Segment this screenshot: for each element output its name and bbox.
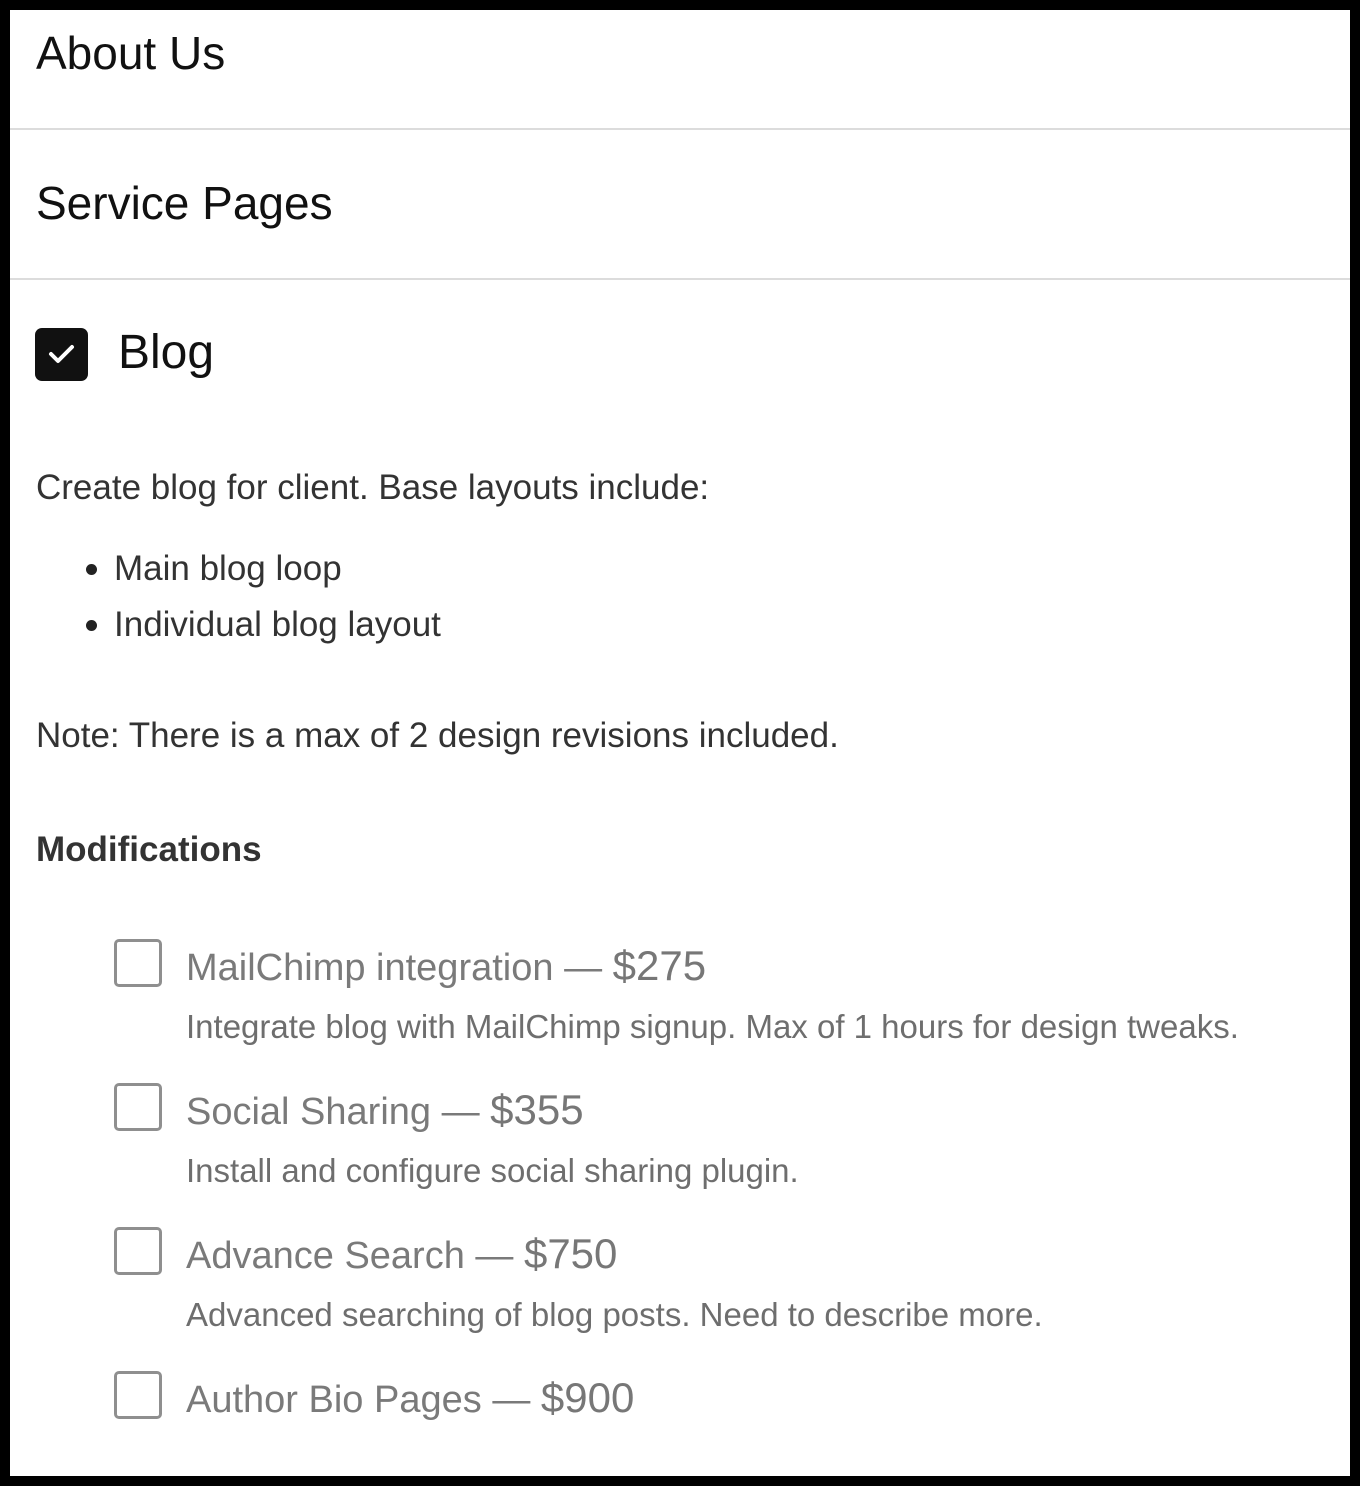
option-separator: — <box>564 947 603 989</box>
service-options-panel <box>10 10 1350 1476</box>
option-price: $355 <box>490 1086 584 1133</box>
blog-title: Blog <box>118 326 215 379</box>
option-price: $750 <box>523 1230 618 1277</box>
option-price: $275 <box>612 942 707 989</box>
option-label[interactable] <box>186 942 706 990</box>
section-service-pages[interactable] <box>10 130 1350 280</box>
option-description: Advanced searching of blog posts. Need to describe more. <box>186 1296 1043 1333</box>
section-title: About Us <box>36 27 226 79</box>
option-label[interactable] <box>186 1230 617 1278</box>
blog-checkbox[interactable] <box>35 328 88 381</box>
option-checkbox[interactable] <box>114 1227 162 1275</box>
modifications-heading: Modifications <box>36 830 262 869</box>
option-checkbox[interactable] <box>114 1083 162 1131</box>
option-checkbox[interactable] <box>114 1371 162 1419</box>
check-icon <box>48 343 75 365</box>
list-item: Main blog loop <box>114 549 342 588</box>
option-price: $900 <box>540 1374 635 1421</box>
option-separator: — <box>492 1379 531 1421</box>
option-description: Install and configure social sharing plugin. <box>186 1152 799 1189</box>
option-name: Social Sharing <box>186 1091 432 1133</box>
option-name: Author Bio Pages <box>186 1379 482 1421</box>
blog-description: Create blog for client. Base layouts include: <box>36 468 710 507</box>
option-checkbox[interactable] <box>114 939 162 987</box>
option-name: Advance Search <box>186 1235 465 1277</box>
option-name: MailChimp integration <box>186 947 554 989</box>
blog-note: Note: There is a max of 2 design revisions included. <box>36 716 839 755</box>
option-separator: — <box>475 1235 514 1277</box>
bullet-dot <box>86 564 97 575</box>
bullet-dot <box>86 620 97 631</box>
option-label[interactable] <box>186 1374 634 1422</box>
option-label[interactable] <box>186 1086 584 1134</box>
list-item: Individual blog layout <box>114 605 441 644</box>
section-title: Service Pages <box>36 177 333 229</box>
section-about-us[interactable] <box>10 10 1350 130</box>
option-separator: — <box>441 1091 480 1133</box>
option-description: Integrate blog with MailChimp signup. Max of 1 hours for design tweaks. <box>186 1008 1239 1045</box>
